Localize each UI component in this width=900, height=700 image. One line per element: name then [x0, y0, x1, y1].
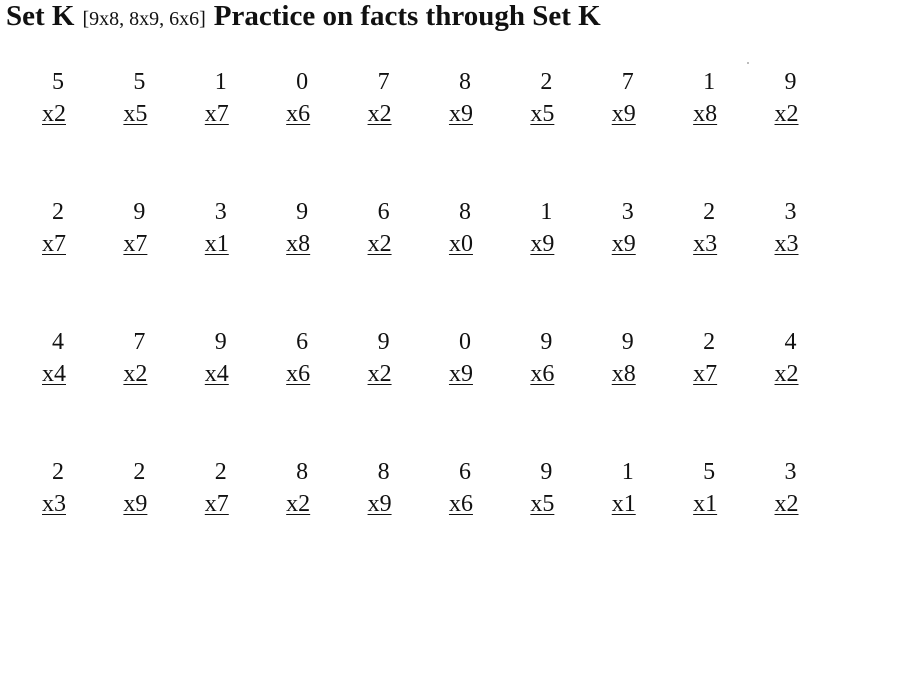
multiplicand: 2 — [52, 459, 64, 485]
practice-title: Practice on facts through Set K — [213, 0, 601, 32]
multiplier: x8 — [693, 101, 718, 127]
multiplication-problem — [28, 326, 66, 456]
multiplication-problem — [28, 196, 66, 326]
multiplicand: 0 — [458, 329, 471, 355]
multiplicand: 7 — [621, 69, 634, 95]
multiplication-problem — [354, 196, 392, 326]
multiplication-problem — [435, 326, 473, 456]
multiplier: x7 — [693, 361, 718, 387]
multiplication-problem — [598, 326, 636, 456]
multiplication-problem — [191, 66, 229, 196]
multiplier: x9 — [611, 101, 636, 127]
multiplication-problem — [191, 326, 229, 456]
multiplicand: 4 — [52, 329, 64, 355]
multiplication-problem — [516, 196, 554, 326]
multiplicand: 7 — [377, 69, 390, 95]
multiplier: x6 — [530, 361, 555, 387]
multiplier: x9 — [448, 101, 473, 127]
multiplier: x0 — [448, 231, 473, 257]
multiplier: x2 — [42, 101, 66, 127]
scan-speck — [747, 62, 749, 64]
multiplicand: 9 — [784, 69, 797, 95]
multiplication-problem — [354, 456, 392, 586]
multiplicand: 5 — [703, 459, 716, 485]
multiplicand: 1 — [621, 459, 634, 485]
multiplication-problem — [516, 326, 554, 456]
multiplier: x7 — [204, 491, 229, 517]
multiplier: x1 — [204, 231, 229, 257]
multiplier: x3 — [774, 231, 799, 257]
multiplicand: 4 — [784, 329, 797, 355]
multiplication-problem — [191, 456, 229, 586]
multiplicand: 7 — [133, 329, 146, 355]
multiplicand: 2 — [133, 459, 146, 485]
multiplier: x2 — [367, 361, 392, 387]
multiplicand: 3 — [784, 459, 797, 485]
worksheet-header — [6, 0, 601, 37]
multiplication-problem — [28, 456, 66, 586]
multiplication-problem — [679, 456, 717, 586]
multiplication-problem — [435, 456, 473, 586]
multiplication-problem — [761, 456, 799, 586]
multiplier: x1 — [611, 491, 636, 517]
set-title: Set K — [6, 0, 75, 32]
multiplier: x2 — [774, 101, 799, 127]
multiplier: x7 — [123, 231, 148, 257]
multiplication-problem — [516, 456, 554, 586]
multiplicand: 8 — [296, 459, 309, 485]
multiplier: x9 — [367, 491, 392, 517]
multiplication-problem — [516, 66, 554, 196]
multiplier: x4 — [204, 361, 229, 387]
multiplicand: 2 — [214, 459, 227, 485]
multiplier: x2 — [123, 361, 148, 387]
multiplication-problem — [761, 66, 799, 196]
multiplier: x8 — [286, 231, 311, 257]
multiplication-problem — [109, 66, 147, 196]
multiplier: x5 — [530, 491, 555, 517]
multiplier: x1 — [693, 491, 718, 517]
multiplicand: 5 — [52, 69, 64, 95]
multiplier: x7 — [42, 231, 66, 257]
multiplicand: 9 — [133, 199, 146, 225]
multiplicand: 3 — [214, 199, 227, 225]
multiplier: x9 — [448, 361, 473, 387]
multiplicand: 1 — [703, 69, 716, 95]
multiplication-problem — [679, 196, 717, 326]
multiplicand: 8 — [377, 459, 390, 485]
multiplication-problem — [598, 196, 636, 326]
multiplicand: 2 — [52, 199, 64, 225]
multiplicand: 6 — [296, 329, 309, 355]
multiplication-problem — [109, 196, 147, 326]
multiplication-problem — [435, 196, 473, 326]
multiplication-problem — [598, 66, 636, 196]
multiplication-problem — [272, 66, 310, 196]
multiplication-problem — [28, 66, 66, 196]
multiplication-problem — [354, 66, 392, 196]
multiplicand: 8 — [458, 199, 471, 225]
multiplier: x2 — [367, 231, 392, 257]
multiplication-problem — [679, 326, 717, 456]
multiplier: x3 — [693, 231, 718, 257]
multiplier: x7 — [204, 101, 229, 127]
multiplication-problem — [761, 326, 799, 456]
multiplier: x6 — [448, 491, 473, 517]
multiplier: x2 — [774, 361, 799, 387]
multiplicand: 9 — [296, 199, 309, 225]
multiplicand: 9 — [621, 329, 634, 355]
multiplier: x6 — [286, 361, 311, 387]
multiplier: x5 — [530, 101, 555, 127]
multiplier: x3 — [42, 491, 66, 517]
multiplicand: 3 — [784, 199, 797, 225]
multiplier: x2 — [774, 491, 799, 517]
multiplier: x2 — [367, 101, 392, 127]
multiplicand: 6 — [458, 459, 471, 485]
multiplicand: 1 — [214, 69, 227, 95]
multiplication-problem — [272, 456, 310, 586]
multiplicand: 2 — [703, 329, 716, 355]
multiplier: x9 — [530, 231, 555, 257]
multiplication-problem — [354, 326, 392, 456]
multiplicand: 2 — [703, 199, 716, 225]
multiplier: x4 — [42, 361, 66, 387]
multiplier: x8 — [611, 361, 636, 387]
multiplicand: 9 — [540, 459, 553, 485]
multiplication-problem — [679, 66, 717, 196]
multiplicand: 8 — [458, 69, 471, 95]
multiplicand: 5 — [133, 69, 146, 95]
multiplicand: 2 — [540, 69, 553, 95]
multiplicand: 9 — [214, 329, 227, 355]
multiplier: x9 — [611, 231, 636, 257]
multiplicand: 1 — [540, 199, 553, 225]
multiplier: x6 — [286, 101, 311, 127]
multiplier: x5 — [123, 101, 148, 127]
multiplier: x9 — [123, 491, 148, 517]
multiplication-problem — [435, 66, 473, 196]
multiplicand: 6 — [377, 199, 390, 225]
multiplication-problem — [109, 326, 147, 456]
multiplication-problem — [761, 196, 799, 326]
new-facts-list: [9x8, 8x9, 6x6] — [82, 8, 206, 30]
multiplication-problem — [272, 196, 310, 326]
multiplicand: 3 — [621, 199, 634, 225]
multiplicand: 0 — [296, 69, 309, 95]
multiplication-problem — [191, 196, 229, 326]
multiplication-problem — [272, 326, 310, 456]
multiplicand: 9 — [540, 329, 553, 355]
multiplicand: 9 — [377, 329, 390, 355]
multiplication-problem — [598, 456, 636, 586]
problems-grid — [28, 66, 828, 586]
multiplication-problem — [109, 456, 147, 586]
multiplier: x2 — [286, 491, 311, 517]
